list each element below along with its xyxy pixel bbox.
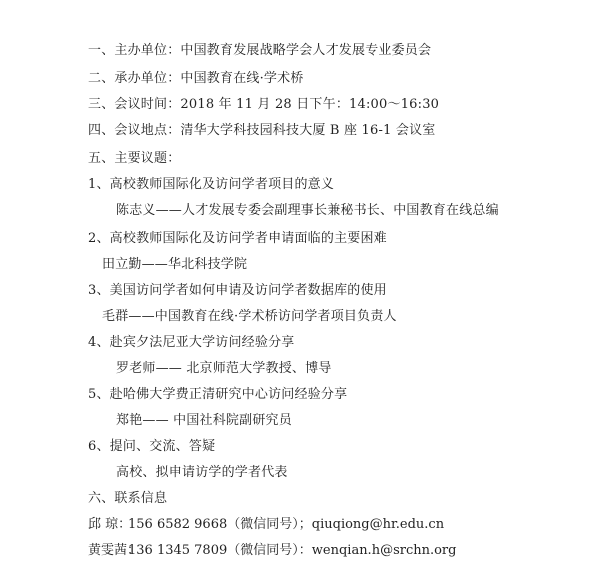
topic-title: 4、赴宾夕法尼亚大学访问经验分享 (88, 335, 295, 350)
topic-speaker: 郑艳—— 中国社科院副研究员 (116, 413, 292, 428)
contact-email: wenqian.h@srchn.org (311, 543, 457, 558)
contact-name: 邱 琼： (88, 517, 132, 532)
contact-phone: 156 6582 9668 (128, 517, 228, 532)
meeting-time-line: 三、会议时间：2018 年 11 月 28 日下午：14:00～16:30 (88, 97, 440, 112)
contact-row (88, 542, 456, 560)
topic-title: 3、美国访问学者如何申请及访问学者数据库的使用 (88, 283, 387, 298)
topics-heading: 五、主要议题： (88, 151, 181, 166)
meeting-location-line: 四、会议地点：清华大学科技园科技大厦 B 座 16-1 会议室 (88, 123, 436, 138)
co-organizer-line: 二、承办单位：中国教育在线·学术桥 (88, 71, 304, 86)
contact-phone: 136 1345 7809 (128, 543, 228, 558)
topic-title: 6、提问、交流、答疑 (88, 439, 216, 454)
topic-speaker: 田立勤——华北科技学院 (102, 257, 248, 272)
contact-email: qiuqiong@hr.edu.cn (311, 517, 445, 532)
topic-title: 2、高校教师国际化及访问学者申请面临的主要困难 (88, 231, 387, 246)
topic-speaker: 罗老师—— 北京师范大学教授、博导 (116, 361, 332, 376)
topic-speaker: 高校、拟申请访学的学者代表 (116, 465, 288, 480)
topic-speaker: 毛群——中国教育在线·学术桥访问学者项目负责人 (102, 309, 397, 324)
topic-title: 1、高校教师国际化及访问学者项目的意义 (88, 177, 335, 192)
contact-note: （微信同号）； (227, 517, 312, 532)
contacts-heading: 六、联系信息 (88, 491, 168, 506)
contact-name: 黄雯茜： (88, 543, 141, 558)
topic-title: 5、赴哈佛大学费正清研究中心访问经验分享 (88, 387, 348, 402)
topic-speaker: 陈志义——人才发展专委会副理事长兼秘书长、中国教育在线总编 (116, 203, 499, 218)
contact-row (88, 516, 444, 534)
organizer-line: 一、主办单位：中国教育发展战略学会人才发展专业委员会 (88, 43, 432, 58)
contact-note: （微信同号）： (227, 543, 312, 558)
